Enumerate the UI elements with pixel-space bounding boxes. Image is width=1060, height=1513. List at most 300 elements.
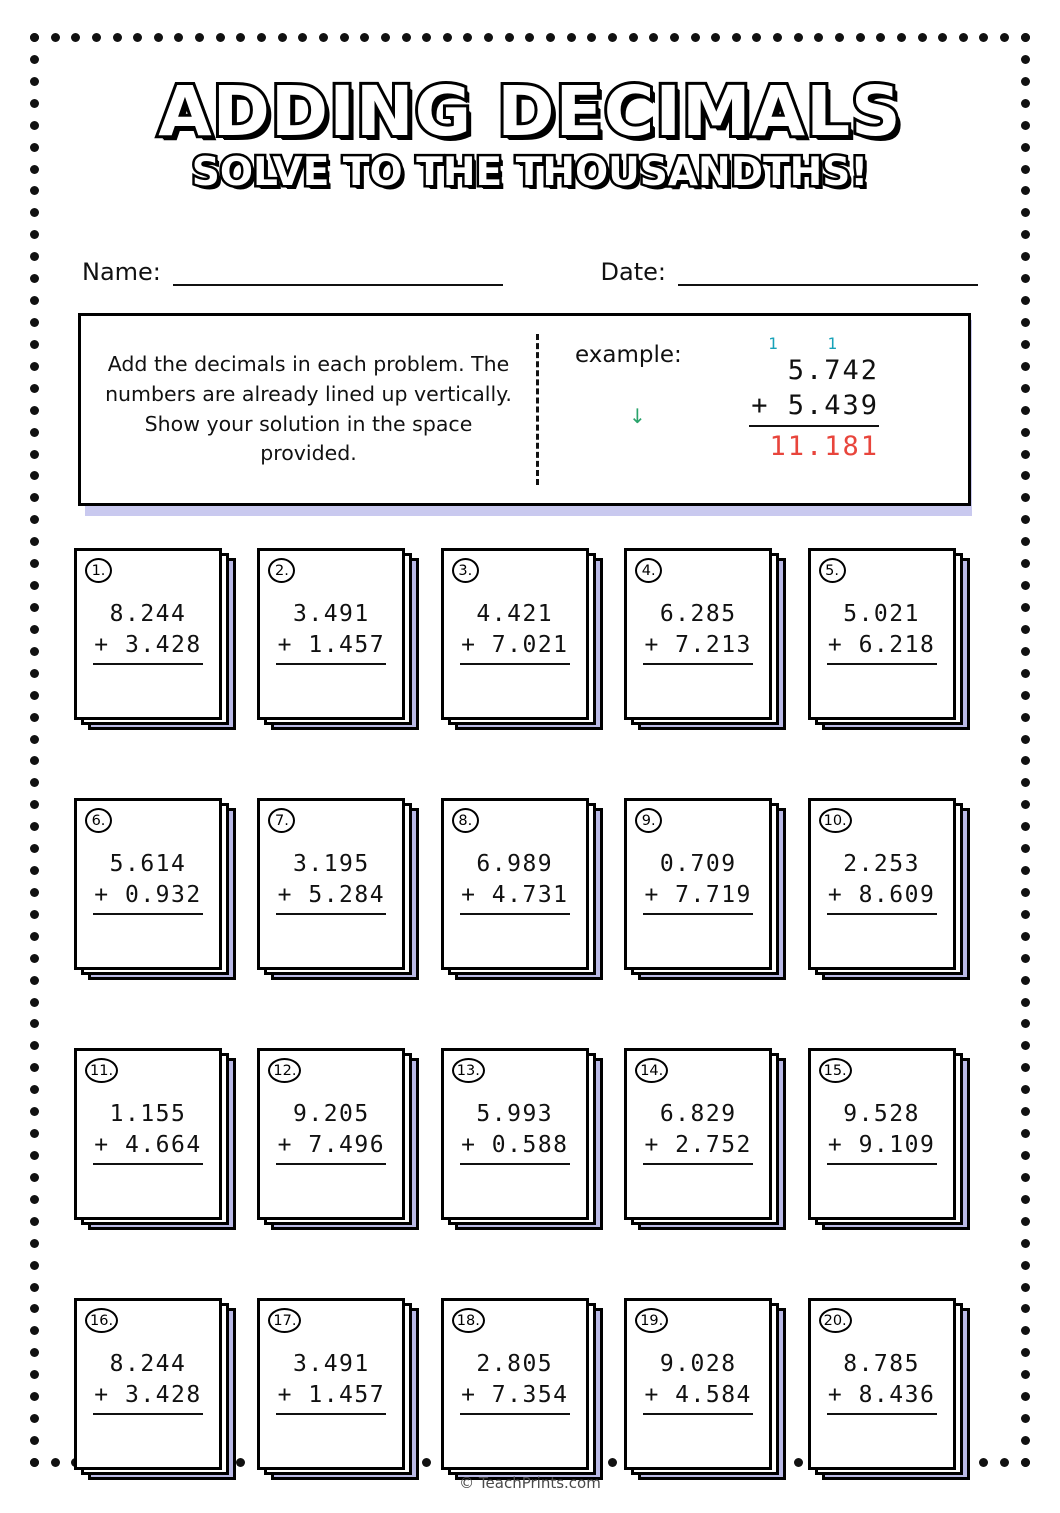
border-dot [1021,1063,1030,1072]
border-dot [1021,954,1030,963]
answer-space[interactable] [811,665,953,709]
answer-space[interactable] [77,915,219,959]
border-dot [30,493,39,502]
border-dot [505,33,514,42]
problem-number: 16. [85,1308,118,1333]
border-dot [629,33,638,42]
border-dot [298,33,307,42]
answer-space[interactable] [811,1165,953,1209]
border-dot [1021,493,1030,502]
border-dot [30,406,39,415]
border-dot [814,33,823,42]
border-dot [1021,778,1030,787]
border-dot [360,33,369,42]
border-dot [1021,998,1030,1007]
border-dot [1021,756,1030,765]
answer-space[interactable] [811,1415,953,1459]
problem-card[interactable] [74,548,222,720]
border-dot [732,33,741,42]
answer-space[interactable] [444,665,586,709]
answer-space[interactable] [444,1415,586,1459]
answer-space[interactable] [444,915,586,959]
problem-cell [624,798,802,1013]
border-dot [92,33,101,42]
problem-card[interactable] [441,1048,589,1220]
border-dot [402,33,411,42]
answer-space[interactable] [627,1415,769,1459]
answer-space[interactable] [627,915,769,959]
problem-number: 6. [85,808,112,833]
problem-cell [441,1048,619,1263]
addend-bottom: + 9.109 [827,1132,936,1159]
addend-top: 1.155 [109,1101,187,1127]
border-dot [422,33,431,42]
addend-top: 6.285 [659,601,737,627]
date-input[interactable] [678,258,978,286]
border-dot [30,581,39,590]
problem-cell [74,548,252,763]
border-dot [711,33,720,42]
addend-top: 3.491 [293,601,370,627]
border-dot [236,33,245,42]
addend-bottom: + 2.752 [644,1132,752,1159]
example-carries: 1 1 [768,334,857,353]
directions-box [78,313,971,506]
answer-space[interactable] [77,1165,219,1209]
problem-card[interactable] [808,1048,956,1220]
problem-cell [441,798,619,1013]
problem-number: 14. [635,1058,668,1083]
border-dot [1021,1370,1030,1379]
border-dot [30,713,39,722]
problem-card[interactable] [624,798,772,970]
problem-number: 5. [819,558,846,583]
answer-space[interactable] [627,665,769,709]
problem-number: 13. [452,1058,485,1083]
problem-stack [627,1349,769,1459]
border-dot [1021,384,1030,393]
problem-number: 10. [819,808,852,833]
border-dot [1021,1436,1030,1445]
problem-stack [811,1349,953,1459]
border-dot [1021,450,1030,459]
border-dot [1021,735,1030,744]
border-dot [1021,1283,1030,1292]
border-dot [340,33,349,42]
border-dot [897,33,906,42]
border-dot [30,537,39,546]
border-dot [30,1063,39,1072]
problem-card[interactable] [624,1048,772,1220]
border-dots-right [1021,33,1030,1467]
border-dot [1021,230,1030,239]
border-dot [1021,822,1030,831]
border-dot [30,1173,39,1182]
problem-card[interactable] [441,1298,589,1470]
border-dot [30,296,39,305]
addend-top: 2.253 [843,851,920,877]
border-dot [1021,252,1030,261]
problem-stack [260,849,402,959]
border-dots-left [30,33,39,1467]
border-dot [918,33,927,42]
addend-top: 8.244 [109,601,187,627]
border-dot [1021,1129,1030,1138]
addend-top: 5.993 [476,1101,554,1127]
border-dot [1021,713,1030,722]
border-dot [30,735,39,744]
border-dot [1021,340,1030,349]
border-dot [30,1283,39,1292]
problem-card[interactable] [74,1298,222,1470]
addend-bottom: + 7.213 [644,632,752,659]
example-label: example: [575,342,682,368]
date-label: Date: [600,258,666,286]
addend-bottom: + 3.428 [94,1382,202,1409]
border-dot [1021,647,1030,656]
problem-number: 19. [635,1308,668,1333]
border-dot [30,954,39,963]
border-dot [1021,428,1030,437]
problem-card[interactable] [257,548,405,720]
border-dot [979,33,988,42]
border-dot [587,33,596,42]
problem-card[interactable] [257,1298,405,1470]
addend-top: 6.829 [659,1101,737,1127]
border-dot [1021,669,1030,678]
addend-bottom: + 0.932 [94,882,202,909]
problem-card[interactable] [808,548,956,720]
border-dot [216,33,225,42]
border-dot [30,1392,39,1401]
example-area [539,316,968,503]
problem-number: 17. [268,1308,301,1333]
problem-number: 11. [85,1058,118,1083]
border-dot [30,1304,39,1313]
border-dot [1021,625,1030,634]
border-dot [30,1129,39,1138]
border-dot [30,252,39,261]
problem-stack [444,1099,586,1209]
problem-cell [257,548,435,763]
problem-cell [257,798,435,1013]
problem-stack [77,599,219,709]
border-dot [1021,1326,1030,1335]
border-dot [1021,581,1030,590]
addend-bottom: + 8.436 [827,1382,936,1409]
border-dot [1021,296,1030,305]
problem-card[interactable] [257,1048,405,1220]
addend-bottom: + 4.664 [94,1132,202,1159]
problem-stack [444,599,586,709]
problem-stack [260,599,402,709]
problem-card[interactable] [441,548,589,720]
border-dot [794,33,803,42]
problem-number: 20. [819,1308,852,1333]
problem-cell [441,548,619,763]
border-dot [30,33,39,42]
border-dot [1021,1173,1030,1182]
answer-space[interactable] [260,665,402,709]
border-dot [195,33,204,42]
border-dot [30,318,39,327]
border-dot [1000,1458,1009,1467]
border-dot [30,1458,39,1467]
border-dot [1021,1041,1030,1050]
addend-top: 9.528 [843,1101,920,1127]
border-dot [30,471,39,480]
border-dot [1021,515,1030,524]
border-dot [30,515,39,524]
addend-top: 4.421 [476,601,554,627]
border-dot [1021,1217,1030,1226]
border-dot [30,800,39,809]
answer-space[interactable] [811,915,953,959]
border-dot [257,33,266,42]
problem-number: 4. [635,558,662,583]
border-dot [71,33,80,42]
border-dot [30,450,39,459]
border-dot [30,362,39,371]
border-dot [30,1151,39,1160]
problem-number: 15. [819,1058,852,1083]
problem-number: 7. [268,808,295,833]
problem-stack [811,599,953,709]
border-dot [278,33,287,42]
footer-text: © TeachPrints.com [459,1474,601,1492]
border-dot [30,1261,39,1270]
addend-bottom: + 4.731 [461,882,569,909]
border-dot [752,33,761,42]
problem-card[interactable] [257,798,405,970]
border-dot [1021,318,1030,327]
border-dot [1021,603,1030,612]
problem-stack [444,849,586,959]
border-dot [30,691,39,700]
addend-bottom: + 7.496 [277,1132,386,1159]
problem-cell [808,798,986,1013]
page-title: ADDING DECIMALS [158,72,902,152]
problem-cell [624,1048,802,1263]
border-dot [1021,1239,1030,1248]
border-dot [1021,1304,1030,1313]
answer-space[interactable] [77,1415,219,1459]
border-dot [1021,55,1030,64]
addend-top: 5.614 [109,851,187,877]
border-dots-top [30,33,1030,42]
border-dot [30,778,39,787]
example-answer: 11.181 [769,431,879,463]
border-dot [30,1195,39,1204]
problem-cell [74,798,252,1013]
problem-number: 8. [452,808,479,833]
border-dot [773,33,782,42]
border-dot [1021,932,1030,941]
addend-top: 8.244 [109,1351,187,1377]
border-dot [938,33,947,42]
border-dot [1021,471,1030,480]
border-dot [30,230,39,239]
problem-card[interactable] [441,798,589,970]
border-dot [30,756,39,765]
border-dot [670,33,679,42]
addend-bottom: + 7.719 [644,882,752,909]
problem-card[interactable] [74,1048,222,1220]
border-dot [463,33,472,42]
addend-top: 9.205 [293,1101,370,1127]
border-dot [525,33,534,42]
problem-stack [77,849,219,959]
problem-card[interactable] [624,1298,772,1470]
border-dot [30,208,39,217]
addend-top: 0.709 [659,851,737,877]
border-dot [1021,406,1030,415]
border-dot [1021,800,1030,809]
problem-card[interactable] [624,548,772,720]
border-dot [30,1041,39,1050]
addend-top: 2.805 [476,1351,554,1377]
answer-space[interactable] [260,1165,402,1209]
example-addend-1: 5.742 [787,355,879,386]
border-dot [133,33,142,42]
border-dot [856,33,865,42]
answer-space[interactable] [260,1415,402,1459]
problem-stack [444,1349,586,1459]
border-dot [30,976,39,985]
border-dot [1021,1414,1030,1423]
addend-bottom: + 6.218 [827,632,936,659]
border-dot [113,33,122,42]
border-dot [1021,208,1030,217]
border-dot [51,33,60,42]
addend-top: 5.021 [843,601,920,627]
border-dot [30,888,39,897]
addend-top: 9.028 [659,1351,737,1377]
border-dot [30,1348,39,1357]
border-dot [546,33,555,42]
border-dot [30,1019,39,1028]
addend-bottom: + 7.021 [461,632,569,659]
problem-number: 2. [268,558,295,583]
border-dot [30,274,39,283]
example-addend-2: + 5.439 [751,389,879,421]
border-dot [1021,1458,1030,1467]
name-label: Name: [82,258,161,286]
border-dot [691,33,700,42]
problem-card[interactable] [808,1298,956,1470]
border-dot [30,1239,39,1248]
problem-stack [77,1349,219,1459]
border-dot [1021,1195,1030,1204]
addend-bottom: + 0.588 [461,1132,569,1159]
example-problem [749,334,879,465]
problem-card[interactable] [808,798,956,970]
border-dot [1021,910,1030,919]
border-dot [1021,1151,1030,1160]
addend-bottom: + 3.428 [94,632,202,659]
border-dot [1021,691,1030,700]
border-dot [1021,976,1030,985]
problem-cell [257,1048,435,1263]
answer-space[interactable] [77,665,219,709]
down-arrow-icon: ↓ [629,404,646,428]
border-dot [443,33,452,42]
border-dot [959,33,968,42]
name-date-row [82,258,978,286]
problem-cell [74,1048,252,1263]
border-dot [154,33,163,42]
border-dot [1021,1085,1030,1094]
footer [0,1474,1060,1492]
border-dot [30,603,39,612]
border-dot [608,33,617,42]
problem-cell [808,1048,986,1263]
answer-space[interactable] [444,1165,586,1209]
addend-top: 3.195 [293,851,370,877]
problem-stack [627,1099,769,1209]
addend-bottom: + 4.584 [644,1382,752,1409]
problem-stack [77,1099,219,1209]
border-dot [30,625,39,634]
border-dot [1021,1348,1030,1357]
answer-space[interactable] [627,1165,769,1209]
border-dot [1021,274,1030,283]
answer-space[interactable] [260,915,402,959]
problem-stack [811,849,953,959]
border-dot [30,1436,39,1445]
border-dot [1021,559,1030,568]
border-dot [381,33,390,42]
border-dot [30,1414,39,1423]
border-dot [30,822,39,831]
directions-text: Add the decimals in each problem. The numbers are already lined up vertically. Show your solution in the space provided. [105,352,512,466]
border-dot [30,866,39,875]
directions-text-area [81,316,536,503]
border-dot [835,33,844,42]
problem-stack [627,849,769,959]
border-dot [1021,1107,1030,1116]
border-dot [30,428,39,437]
border-dot [30,55,39,64]
border-dot [649,33,658,42]
name-input[interactable] [173,258,503,286]
border-dot [30,932,39,941]
problem-grid [74,548,986,1513]
border-dot [30,998,39,1007]
border-dot [319,33,328,42]
border-dot [30,910,39,919]
problem-number: 1. [85,558,112,583]
border-dot [1021,362,1030,371]
example-sum-rule [749,425,879,427]
addend-top: 6.989 [476,851,554,877]
addend-top: 3.491 [293,1351,370,1377]
problem-number: 18. [452,1308,485,1333]
addend-bottom: + 1.457 [277,632,386,659]
problem-card[interactable] [74,798,222,970]
title-block [0,72,1060,195]
problem-stack [260,1349,402,1459]
border-dot [30,1370,39,1379]
border-dot [51,1458,60,1467]
border-dot [1021,537,1030,546]
border-dot [1021,1392,1030,1401]
problem-stack [811,1099,953,1209]
border-dot [30,1085,39,1094]
addend-bottom: + 1.457 [277,1382,386,1409]
border-dot [1021,844,1030,853]
border-dot [30,1107,39,1116]
